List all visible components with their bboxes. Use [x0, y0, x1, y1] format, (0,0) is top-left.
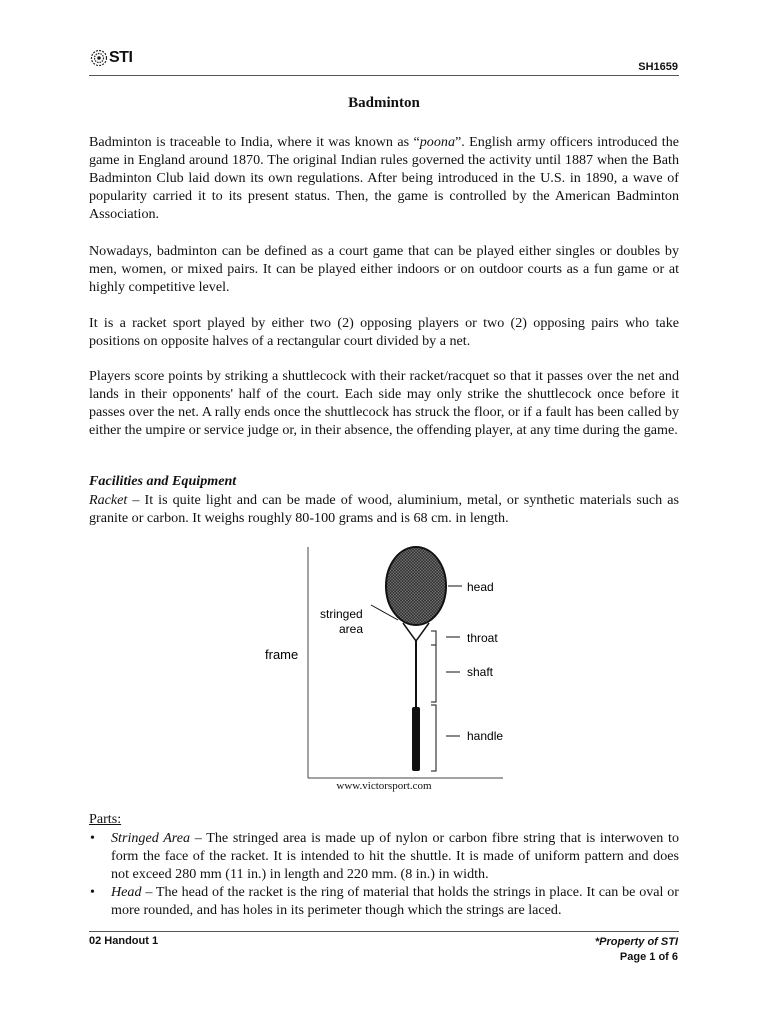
paragraph-definition: Nowadays, badminton can be defined as a court game that can be played either singles or doubles by men, women, or mixed pairs. It can be played either indoors or on outdoor courts as a fun game or at highly competitive level.	[89, 243, 679, 295]
bullet-icon: •	[90, 884, 95, 900]
label-head: head	[467, 580, 494, 594]
part-term: Stringed Area	[111, 830, 191, 846]
list-item	[89, 829, 679, 883]
sti-globe-icon	[90, 49, 108, 67]
throat-bracket	[431, 631, 436, 645]
part-text: – The head of the racket is the ring of material that holds the strings in place. It can be oval or more rounded, and has holes in its perimeter though which the strings are laced.	[111, 884, 679, 918]
paragraph-history	[89, 133, 679, 223]
footer-right	[595, 935, 678, 965]
racket-term: Racket	[89, 492, 128, 508]
part-term: Head	[111, 884, 142, 900]
logo-text: STI	[109, 49, 133, 66]
paragraph-racket	[89, 491, 679, 527]
part-text: – The stringed area is made up of nylon or carbon fibre string that is interwoven to form the face of the racket. It is intended to hit the shuttle. It is made of uniform pattern and does not exceed 280 mm (11 in.) in length and 220 mm. (8 in.) in width.	[111, 830, 679, 882]
label-frame: frame	[265, 647, 299, 662]
racket-text: – It is quite light and can be made of wood, aluminium, metal, or synthetic materials such as granite or carbon. It weighs roughly 80-100 grams and is 68 cm. in length.	[89, 492, 679, 526]
racket-diagram	[263, 545, 505, 780]
paragraph-scoring: Players score points by striking a shuttlecock with their racket/racquet so that it passes over the net and lands in their opponents' half of the court. Each side may only strike the shuttlecock once before it passes over the net. A rally ends once the shuttlecock has struck the floor, or if a fault has been called by either the umpire or service judge or, in their absence, the offending player, at any time during the game.	[89, 368, 679, 438]
figure-caption: www.victorsport.com	[336, 780, 432, 792]
document-code: SH1659	[638, 61, 678, 73]
shaft-bracket	[431, 645, 436, 702]
label-stringed-1: stringed	[320, 607, 363, 621]
racket-head	[386, 547, 446, 625]
p1-text-b: ”. English army officers introduced the game in England around 1870. The original Indian rules governed the activity until 1887 when the Bath Badminton Club laid down its own regulations. After being introduced in the U.S. in 1890, a wave of popularity carried it to its present status. Then, the game is controlled by the American Badminton Association.	[89, 134, 679, 222]
handle-bracket	[431, 705, 436, 771]
footer-divider	[89, 931, 679, 932]
bullet-icon: •	[90, 830, 95, 846]
sti-logo	[90, 49, 132, 67]
footer-page-number: Page 1 of 6	[619, 951, 678, 963]
footer-handout: 02 Handout 1	[89, 935, 159, 947]
list-item	[89, 883, 679, 919]
label-shaft: shaft	[467, 665, 494, 679]
parts-heading: Parts:	[89, 811, 122, 827]
header-divider	[89, 75, 679, 76]
p1-text-a: Badminton is traceable to India, where it was known as “	[89, 134, 420, 150]
label-stringed-2: area	[339, 622, 364, 636]
page-title: Badminton	[348, 95, 420, 111]
section-heading-facilities: Facilities and Equipment	[89, 473, 237, 489]
racket-handle	[412, 707, 420, 771]
label-throat: throat	[467, 631, 498, 645]
paragraph-racket-sport: It is a racket sport played by either two (2) opposing players or two (2) opposing pairs who take positions on opposite halves of a rectangular court divided by a net.	[89, 315, 679, 349]
footer-property: *Property of STI	[594, 936, 678, 948]
label-handle: handle	[467, 729, 504, 743]
p1-poona: poona	[419, 134, 455, 150]
parts-list	[89, 829, 679, 919]
